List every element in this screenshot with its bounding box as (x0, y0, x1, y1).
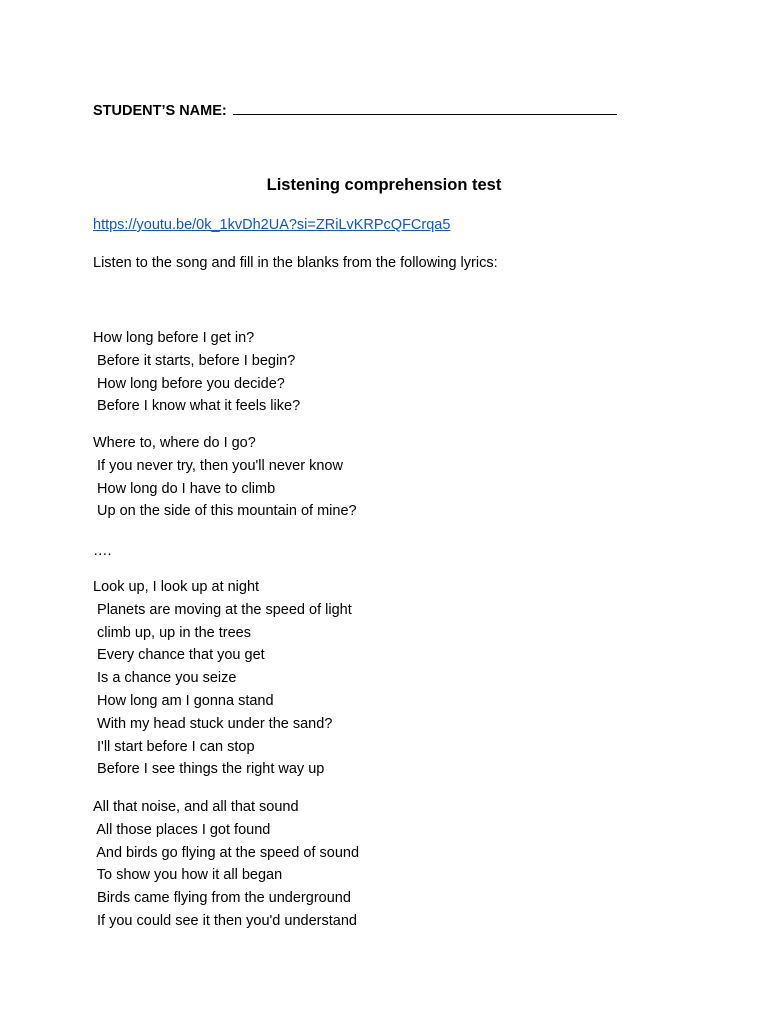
lyric-line: Planets are moving at the speed of light (93, 601, 352, 618)
lyric-line: All that noise, and all that sound (93, 799, 299, 815)
student-name-label: STUDENT’S NAME: (93, 103, 227, 119)
lyric-line: Every chance that you get (93, 647, 265, 664)
lyric-line: …. (93, 543, 112, 559)
lyric-line: climb up, up in the trees (93, 624, 251, 641)
instructions-text: Listen to the song and fill in the blanks from the following lyrics: (93, 255, 498, 271)
lyric-line: I'll start before I can stop (93, 738, 255, 755)
lyric-line: All those places I got found (93, 821, 271, 838)
youtube-link[interactable]: https://youtu.be/0k_1kvDh2UA?si=ZRiLvKRPcQFCrqa5 (93, 217, 451, 233)
lyric-line: Up on the side of this mountain of mine? (93, 503, 357, 520)
lyrics-ellipsis (93, 540, 112, 563)
lyric-line: To show you how it all began (93, 867, 283, 884)
lyric-line: If you never try, then you'll never know (93, 457, 343, 474)
lyrics-stanza-2 (93, 432, 357, 523)
lyric-line: How long before you decide? (93, 375, 285, 392)
lyric-line: If you could see it then you'd understand (93, 912, 357, 929)
lyric-line: Where to, where do I go? (93, 435, 256, 451)
lyric-line: Before I know what it feels like? (93, 398, 301, 415)
lyric-line: Is a chance you seize (93, 670, 237, 687)
lyric-line: How long before I get in? (93, 330, 255, 346)
student-name-blank[interactable] (233, 100, 617, 115)
lyric-line: And birds go flying at the speed of sound (93, 844, 360, 861)
lyrics-stanza-3 (93, 576, 352, 781)
lyrics-stanza-1 (93, 327, 300, 418)
lyric-line: How long am I gonna stand (93, 692, 274, 709)
lyric-line: Before it starts, before I begin? (93, 352, 296, 369)
lyrics-stanza-4 (93, 796, 359, 933)
lyric-line: How long do I have to climb (93, 480, 276, 497)
lyric-line: Before I see things the right way up (93, 761, 325, 778)
lyric-line: With my head stuck under the sand? (93, 715, 333, 732)
lyric-line: Birds came flying from the underground (93, 890, 351, 907)
page-title: Listening comprehension test (266, 176, 502, 194)
lyric-line: Look up, I look up at night (93, 579, 260, 595)
student-name-row (93, 100, 617, 119)
